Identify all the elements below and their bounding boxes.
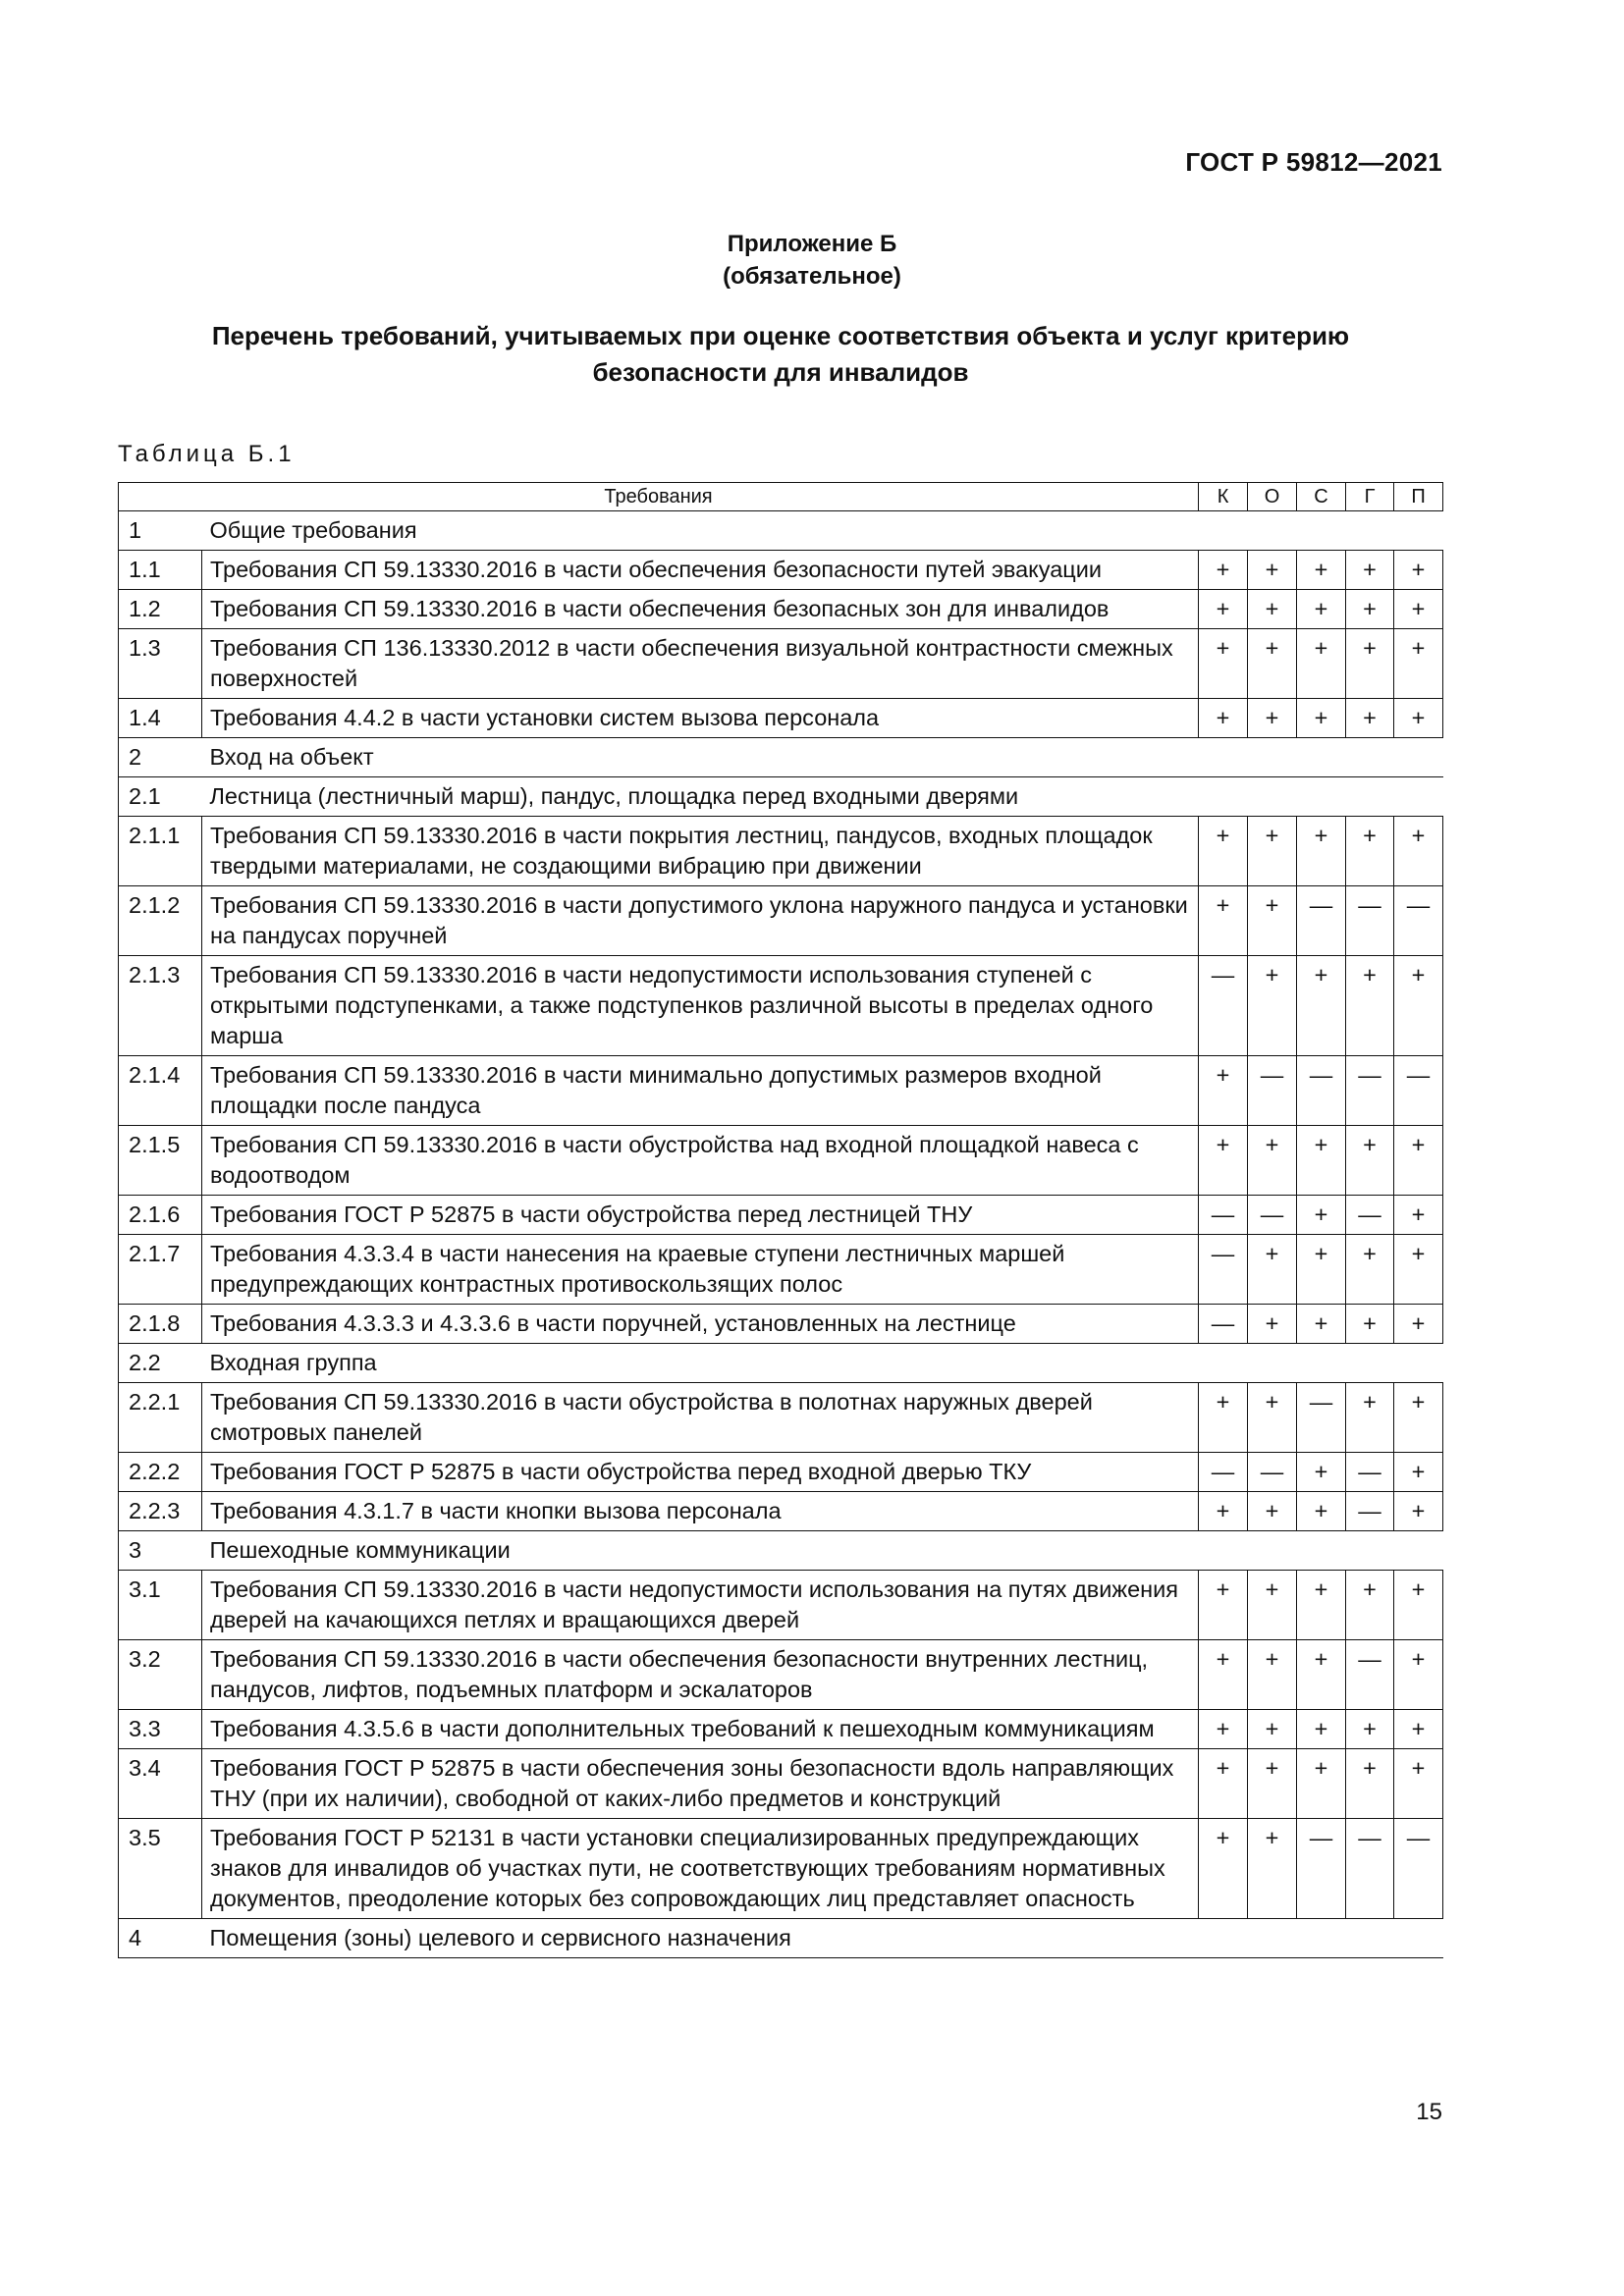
appendix-title: [0, 228, 1624, 293]
mark-p: +: [1394, 1126, 1443, 1196]
requirement-text: Требования СП 59.13330.2016 в части обеспечения безопасных зон для инвалидов: [202, 590, 1199, 629]
mark-k: +: [1199, 551, 1248, 590]
mark-p: +: [1394, 956, 1443, 1056]
mark-k: +: [1199, 699, 1248, 738]
mark-o: +: [1248, 1126, 1297, 1196]
mark-p: +: [1394, 817, 1443, 886]
mark-g: +: [1346, 956, 1394, 1056]
row-number: 1.2: [119, 590, 202, 629]
row-number: 2.1.6: [119, 1196, 202, 1235]
row-number: 3.2: [119, 1640, 202, 1710]
mark-g: +: [1346, 590, 1394, 629]
column-header-p: П: [1394, 483, 1443, 511]
requirement-text: Требования СП 59.13330.2016 в части недопустимости использования на путях движения дверей на качающихся петлях и вращающихся дверей: [202, 1571, 1199, 1640]
table-row: [119, 1453, 1443, 1492]
requirements-table: [118, 482, 1443, 1958]
mark-k: +: [1199, 1640, 1248, 1710]
requirement-text: Требования СП 59.13330.2016 в части обустройства в полотнах наружных дверей смотровых панелей: [202, 1383, 1199, 1453]
mark-g: +: [1346, 699, 1394, 738]
row-number: 2.1.7: [119, 1235, 202, 1305]
mark-k: +: [1199, 1749, 1248, 1819]
row-number: 2.1: [119, 777, 202, 817]
mark-s: +: [1297, 1571, 1346, 1640]
mark-p: +: [1394, 1640, 1443, 1710]
mark-p: +: [1394, 551, 1443, 590]
table-row: [119, 1710, 1443, 1749]
requirement-text: Требования ГОСТ Р 52875 в части обустройства перед лестницей ТНУ: [202, 1196, 1199, 1235]
mark-g: +: [1346, 1235, 1394, 1305]
requirement-text: Требования СП 59.13330.2016 в части обеспечения безопасности путей эвакуации: [202, 551, 1199, 590]
table-row: [119, 1126, 1443, 1196]
table-row: [119, 1749, 1443, 1819]
mark-o: +: [1248, 956, 1297, 1056]
table-row: [119, 629, 1443, 699]
requirement-text: Требования СП 59.13330.2016 в части допустимого уклона наружного пандуса и установки на пандусах поручней: [202, 886, 1199, 956]
table-row: [119, 1571, 1443, 1640]
mark-p: +: [1394, 1235, 1443, 1305]
mark-o: +: [1248, 1571, 1297, 1640]
row-number: 1: [119, 511, 202, 551]
requirement-text: Требования 4.3.5.6 в части дополнительных требований к пешеходным коммуникациям: [202, 1710, 1199, 1749]
mark-s: +: [1297, 1492, 1346, 1531]
table-section-row: [119, 511, 1443, 551]
table-header-row: [119, 483, 1443, 511]
mark-p: +: [1394, 1305, 1443, 1344]
mark-k: +: [1199, 590, 1248, 629]
requirement-text: Требования СП 59.13330.2016 в части покрытия лестниц, пандусов, входных площадок твердыми материалами, не создающими вибрацию при движении: [202, 817, 1199, 886]
mark-o: +: [1248, 1305, 1297, 1344]
requirement-text: Требования СП 59.13330.2016 в части недопустимости использования ступеней с открытыми подступенками, а также подступенков различной высоты в пределах одного марша: [202, 956, 1199, 1056]
mark-s: +: [1297, 1196, 1346, 1235]
mark-g: —: [1346, 1492, 1394, 1531]
mark-p: +: [1394, 1749, 1443, 1819]
table-section-row: [119, 738, 1443, 777]
mark-s: +: [1297, 551, 1346, 590]
mark-k: +: [1199, 1126, 1248, 1196]
row-number: 3.4: [119, 1749, 202, 1819]
table-row: [119, 1819, 1443, 1919]
mark-o: +: [1248, 886, 1297, 956]
requirement-text: Требования ГОСТ Р 52875 в части обеспечения зоны безопасности вдоль направляющих ТНУ (при их наличии), свободной от каких-либо предметов и конструкций: [202, 1749, 1199, 1819]
mark-g: —: [1346, 1056, 1394, 1126]
mark-k: —: [1199, 1235, 1248, 1305]
mark-s: +: [1297, 629, 1346, 699]
mark-p: +: [1394, 1710, 1443, 1749]
row-number: 2.1.8: [119, 1305, 202, 1344]
mark-o: +: [1248, 1492, 1297, 1531]
mark-g: —: [1346, 1453, 1394, 1492]
mark-g: +: [1346, 817, 1394, 886]
mark-o: —: [1248, 1196, 1297, 1235]
section-title: Лестница (лестничный марш), пандус, площадка перед входными дверями: [202, 777, 1443, 817]
mark-s: +: [1297, 1126, 1346, 1196]
row-number: 2.2.2: [119, 1453, 202, 1492]
mark-p: —: [1394, 886, 1443, 956]
column-header-k: К: [1199, 483, 1248, 511]
section-title: Помещения (зоны) целевого и сервисного назначения: [202, 1919, 1443, 1958]
mark-o: +: [1248, 817, 1297, 886]
table-row: [119, 1305, 1443, 1344]
table-row: [119, 1196, 1443, 1235]
requirement-text: Требования СП 59.13330.2016 в части обустройства над входной площадкой навеса с водоотводом: [202, 1126, 1199, 1196]
mark-p: +: [1394, 1453, 1443, 1492]
table-row: [119, 817, 1443, 886]
mark-g: +: [1346, 629, 1394, 699]
mark-p: —: [1394, 1056, 1443, 1126]
row-number: 2.2.1: [119, 1383, 202, 1453]
row-number: 2.1.5: [119, 1126, 202, 1196]
column-header-s: С: [1297, 483, 1346, 511]
mark-o: —: [1248, 1453, 1297, 1492]
mark-s: +: [1297, 1305, 1346, 1344]
requirement-text: Требования ГОСТ Р 52131 в части установки специализированных предупреждающих знаков для инвалидов об участках пути, не соответствующих требованиям нормативных документов, преодоление которых без сопровождающих лиц представляет опасность: [202, 1819, 1199, 1919]
mark-s: +: [1297, 699, 1346, 738]
table-row: [119, 956, 1443, 1056]
mark-k: +: [1199, 1819, 1248, 1919]
mark-g: +: [1346, 1571, 1394, 1640]
mark-s: +: [1297, 1453, 1346, 1492]
mark-p: +: [1394, 590, 1443, 629]
mark-o: +: [1248, 1749, 1297, 1819]
mark-g: —: [1346, 1819, 1394, 1919]
row-number: 1.4: [119, 699, 202, 738]
table-row: [119, 699, 1443, 738]
section-title: Входная группа: [202, 1344, 1443, 1383]
mark-k: +: [1199, 1056, 1248, 1126]
mark-p: +: [1394, 1492, 1443, 1531]
document-code: ГОСТ Р 59812—2021: [1185, 147, 1442, 177]
section-title: Вход на объект: [202, 738, 1443, 777]
page-number: 15: [1416, 2099, 1442, 2125]
mark-o: +: [1248, 629, 1297, 699]
column-header-g: Г: [1346, 483, 1394, 511]
row-number: 2: [119, 738, 202, 777]
row-number: 3.1: [119, 1571, 202, 1640]
column-header-o: О: [1248, 483, 1297, 511]
mark-k: +: [1199, 1492, 1248, 1531]
row-number: 2.1.4: [119, 1056, 202, 1126]
mark-s: —: [1297, 1056, 1346, 1126]
mark-g: +: [1346, 1305, 1394, 1344]
mark-s: +: [1297, 590, 1346, 629]
appendix-label: Приложение Б: [727, 231, 897, 257]
mark-s: +: [1297, 1749, 1346, 1819]
mark-k: —: [1199, 1453, 1248, 1492]
mark-s: +: [1297, 956, 1346, 1056]
mark-k: +: [1199, 886, 1248, 956]
mark-o: +: [1248, 1383, 1297, 1453]
row-number: 1.1: [119, 551, 202, 590]
requirement-text: Требования ГОСТ Р 52875 в части обустройства перед входной дверью ТКУ: [202, 1453, 1199, 1492]
row-number: 4: [119, 1919, 202, 1958]
table-section-row: [119, 1531, 1443, 1571]
table-row: [119, 1056, 1443, 1126]
row-number: 3.3: [119, 1710, 202, 1749]
table-row: [119, 590, 1443, 629]
table-section-row: [119, 777, 1443, 817]
mark-g: +: [1346, 1383, 1394, 1453]
mark-p: +: [1394, 1383, 1443, 1453]
table-body: [119, 511, 1443, 1958]
requirement-text: Требования 4.4.2 в части установки систем вызова персонала: [202, 699, 1199, 738]
mark-s: +: [1297, 1710, 1346, 1749]
row-number: 2.2.3: [119, 1492, 202, 1531]
mark-o: +: [1248, 1819, 1297, 1919]
requirement-text: Требования 4.3.3.3 и 4.3.3.6 в части поручней, установленных на лестнице: [202, 1305, 1199, 1344]
mark-o: +: [1248, 1640, 1297, 1710]
mark-k: —: [1199, 1305, 1248, 1344]
table-section-row: [119, 1344, 1443, 1383]
mark-o: +: [1248, 699, 1297, 738]
mark-p: +: [1394, 1196, 1443, 1235]
mark-s: —: [1297, 886, 1346, 956]
table-row: [119, 1640, 1443, 1710]
mark-s: —: [1297, 1819, 1346, 1919]
table-row: [119, 1383, 1443, 1453]
row-number: 2.2: [119, 1344, 202, 1383]
mark-o: —: [1248, 1056, 1297, 1126]
mark-g: —: [1346, 1196, 1394, 1235]
row-number: 2.1.3: [119, 956, 202, 1056]
table-row: [119, 1492, 1443, 1531]
mark-g: +: [1346, 551, 1394, 590]
mark-o: +: [1248, 590, 1297, 629]
row-number: 2.1.1: [119, 817, 202, 886]
appendix-status: (обязательное): [723, 263, 901, 290]
mark-s: +: [1297, 1235, 1346, 1305]
table-section-row: [119, 1919, 1443, 1958]
mark-o: +: [1248, 1235, 1297, 1305]
table-row: [119, 886, 1443, 956]
row-number: 3: [119, 1531, 202, 1571]
mark-p: +: [1394, 1571, 1443, 1640]
document-heading: Перечень требований, учитываемых при оценке соответствия объекта и услуг критерию безопасности для инвалидов: [211, 321, 1350, 387]
row-number: 3.5: [119, 1819, 202, 1919]
requirement-text: Требования 4.3.1.7 в части кнопки вызова персонала: [202, 1492, 1199, 1531]
mark-k: +: [1199, 1571, 1248, 1640]
mark-g: +: [1346, 1126, 1394, 1196]
mark-s: +: [1297, 1640, 1346, 1710]
mark-k: +: [1199, 1710, 1248, 1749]
row-number: 1.3: [119, 629, 202, 699]
table-caption: Таблица Б.1: [118, 441, 296, 467]
mark-k: —: [1199, 1196, 1248, 1235]
mark-g: —: [1346, 886, 1394, 956]
column-header-requirements: Требования: [119, 483, 1199, 511]
mark-k: +: [1199, 1383, 1248, 1453]
mark-o: +: [1248, 551, 1297, 590]
mark-p: +: [1394, 629, 1443, 699]
requirement-text: Требования СП 59.13330.2016 в части минимально допустимых размеров входной площадки после пандуса: [202, 1056, 1199, 1126]
mark-k: +: [1199, 817, 1248, 886]
requirement-text: Требования СП 136.13330.2012 в части обеспечения визуальной контрастности смежных поверхностей: [202, 629, 1199, 699]
mark-s: —: [1297, 1383, 1346, 1453]
section-title: Общие требования: [202, 511, 1443, 551]
table-row: [119, 1235, 1443, 1305]
mark-g: —: [1346, 1640, 1394, 1710]
mark-p: —: [1394, 1819, 1443, 1919]
section-title: Пешеходные коммуникации: [202, 1531, 1443, 1571]
mark-s: +: [1297, 817, 1346, 886]
requirement-text: Требования 4.3.3.4 в части нанесения на краевые ступени лестничных маршей предупреждающих контрастных противоскользящих полос: [202, 1235, 1199, 1305]
table-row: [119, 551, 1443, 590]
mark-g: +: [1346, 1749, 1394, 1819]
mark-k: +: [1199, 629, 1248, 699]
row-number: 2.1.2: [119, 886, 202, 956]
requirement-text: Требования СП 59.13330.2016 в части обеспечения безопасности внутренних лестниц, пандусов, лифтов, подъемных платформ и эскалаторов: [202, 1640, 1199, 1710]
mark-g: +: [1346, 1710, 1394, 1749]
mark-p: +: [1394, 699, 1443, 738]
mark-k: —: [1199, 956, 1248, 1056]
mark-o: +: [1248, 1710, 1297, 1749]
